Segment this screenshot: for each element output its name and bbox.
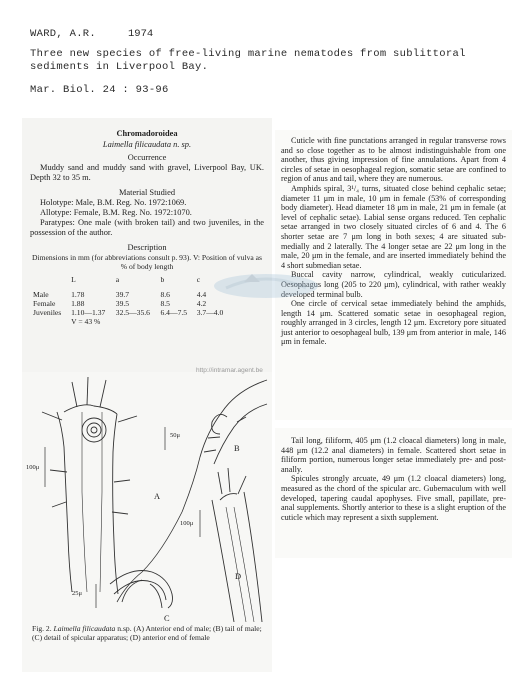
material-heading: Material Studied (118, 187, 176, 197)
table-cell: 1.88 (71, 298, 85, 308)
table-cell: 39.7 (115, 289, 130, 299)
species-name: Laimella filicaudata n. sp. (102, 140, 192, 149)
cuticle-paragraph: Cuticle with fine punctations arranged in regular transverse rows and so close together as to be almost indistinguishable from one another, thus giving impression of fine annulations. Apart from 4 circles of setae in oesophageal region, somatic setae are confined to region of anus and tail, where they are numerous. (281, 136, 506, 184)
citation-title-line2: sediments in Liverpool Bay. (30, 61, 209, 73)
table-cell: 8.6 (160, 289, 170, 299)
tail-clipping (275, 428, 512, 558)
figure-label-b: B (234, 444, 240, 453)
citation-journal: Mar. Biol. 24 : 93-96 (30, 84, 169, 96)
table-row (30, 317, 230, 326)
scale-bar-c: 25μ (72, 590, 82, 597)
figure-label-a: A (154, 492, 161, 501)
amphids-paragraph: Amphids spiral, 3¹/₄ turns, situated close behind cephalic setae; diameter 11 μm in male, 10 μm in female (53% of corresponding body diameter). Head diameter 18 μm in male, 21 μm in female (at level of cephalic setae). Labial sense organs reduced. Ten cephalic setae arranged in two closely situated circles of 6 and 4. The 6 shorter setae are 7 μm long in both sexes; 4 are situated sub-medially and 2 laterally. The 4 longer setae are 22 μm long in the male, 20 μm in the female, and are inserted immediately behind the 4 short submedian setae. (281, 183, 506, 270)
table-cell: 1.78 (71, 289, 85, 299)
row-label: Juveniles (33, 307, 62, 317)
table-cell: 32.5—35.6 (115, 307, 150, 317)
vulva-position: V = 43 % (71, 316, 101, 326)
scale-bar-a: 100μ (26, 464, 40, 471)
buccal-paragraph: Buccal cavity narrow, cylindrical, weakly cuticularized. Oesophagus long (205 to 220 μm), cylindrical, with rather weakly developed terminal bulb. (281, 270, 506, 299)
dimensions-caption: Dimensions in mm (for abbreviations consult p. 93). V: Position of vulva as % of body length (31, 252, 263, 271)
table-cell: 4.2 (196, 298, 207, 308)
table-header-cell: a (115, 274, 120, 284)
figure-label-c: C (164, 614, 170, 623)
table-cell: 3.7—4.0 (196, 307, 224, 317)
table-header-cell: b (160, 274, 165, 284)
table-cell: 8.5 (160, 298, 170, 308)
occurrence-text: Muddy sand and muddy sand with gravel, Liverpool Bay, UK. Depth 32 to 35 m. (30, 163, 264, 183)
citation-author: WARD, A.R. (30, 28, 97, 40)
figure-caption (32, 624, 262, 642)
citation-title-line1: Three new species of free-living marine nematodes from sublittoral (30, 48, 466, 60)
paratypes-text: Paratypes: One male (with broken tail) and two juveniles, in the possession of the author. (30, 218, 264, 238)
citation-year: 1974 (128, 28, 154, 40)
family-heading: Chromadoroidea (116, 129, 178, 138)
watermark-logo (196, 264, 336, 304)
allotype-text: Allotype: Female, B.M. Reg. No. 1972:1070. (40, 207, 192, 217)
table-header-cell: c (196, 274, 201, 284)
drawing-d-anterior-female (200, 468, 262, 622)
cervical-paragraph: One circle of cervical setae immediately behind the amphids, length 14 μm. Scattered somatic setae in oesophageal region, roughly arranged in 3 circles, length 12 μm. Excretory pore situated just anterior to oesophageal bulb, 139 μm from anterior in male, 146 μm in female. (281, 299, 506, 347)
table-row (30, 308, 230, 317)
figure-clipping (22, 372, 272, 672)
occurrence-heading: Occurrence (127, 153, 167, 162)
table-cell: 39.5 (115, 298, 130, 308)
watermark-url: http://intramar.agent.be (196, 367, 263, 374)
spicules-paragraph: Spicules strongly arcuate, 49 μm (1.2 cloacal diameters) long, measured as the chord of the spicular arc. Gubernaculum with well developed, tapering caudal apophyses. Five small, papillate, pre-anal supplements. Shortly anterior to these is a slight eruption of the cuticle which may represent a sixth supplement. (281, 474, 506, 522)
holotype-text: Holotype: Male, B.M. Reg. No. 1972:1069. (40, 197, 187, 207)
description-heading: Description (127, 242, 167, 252)
table-cell: 6.4—7.5 (160, 307, 188, 317)
species-description-clipping (22, 118, 272, 372)
figure-label-d: D (235, 572, 242, 581)
row-label: Female (33, 298, 56, 308)
scale-bar-d: 100μ (180, 520, 194, 527)
table-cell: 1.10—1.37 (71, 307, 106, 317)
table-cell: 4.4 (196, 289, 207, 299)
drawing-a-anterior-male (42, 377, 137, 594)
caption-species: Laimella filicaudata (53, 624, 116, 633)
drawing-b-tail-male (117, 380, 267, 602)
caption-text: n.sp. (A) Anterior end of male; (B) tail of male; (C) detail of spicular apparatus; (D) anterior end of female (32, 624, 262, 642)
table-header-cell: L (71, 274, 76, 284)
tail-paragraph: Tail long, filiform, 405 μm (1.2 cloacal diameters) long in male, 448 μm (12.2 anal diameters) in female. Scattered short setae in filiform portion, numerous longer setae immediately pre- and post-anally. (281, 436, 506, 474)
caption-prefix: Fig. 2. (32, 624, 52, 633)
scale-bar-b: 50μ (170, 432, 180, 439)
drawing-c-spicular-apparatus (96, 571, 173, 609)
row-label: Male (33, 289, 49, 299)
nematode-drawings (22, 372, 272, 622)
